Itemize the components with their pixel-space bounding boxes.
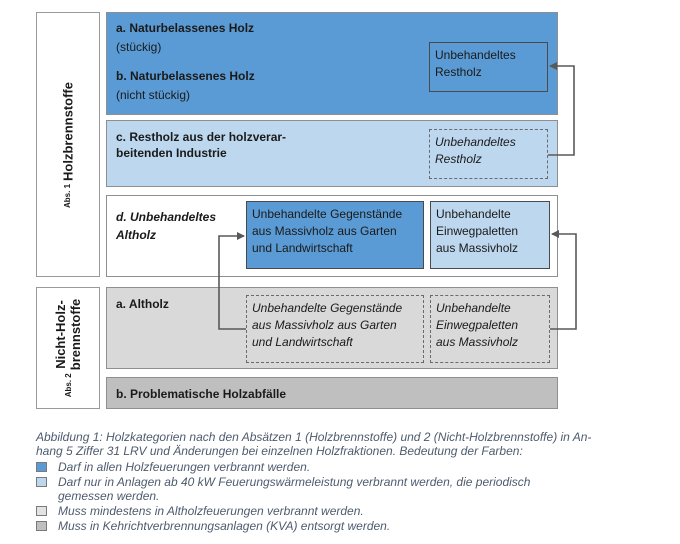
abs1-small-label: Abs. 1: [63, 183, 73, 208]
legend-text-light-blue-line2: gemessen werden.: [58, 489, 160, 503]
legend-item-dark-grey: [36, 519, 676, 533]
legend-text-light-grey: Muss mindestens in Altholzfeuerungen verbrannt werden.: [58, 504, 364, 518]
caption-line2: hang 5 Ziffer 31 LRV und Änderungen bei einzelnen Holzfraktionen. Bedeutung der Farben:: [36, 444, 523, 458]
row1-box-line1: Unbehandeltes: [435, 48, 516, 62]
row3-box1-line3: und Landwirtschaft: [252, 241, 353, 255]
row1-b-title: b. Naturbelassenes Holz: [116, 69, 255, 83]
legend-swatch-dark-grey: [36, 521, 47, 531]
legend-text-light-blue: [58, 475, 658, 503]
row2-c-line2: beitenden Industrie: [116, 146, 227, 160]
row3-box2-line1: Unbehandelte: [436, 207, 511, 221]
legend-swatch-light-blue: [36, 477, 47, 487]
row1-box-line2: Restholz: [435, 65, 482, 79]
caption-line1: Abbildung 1: Holzkategorien nach den Absätzen 1 (Holzbrennstoffe) und 2 (Nicht-Holzbrennstoffe) in An-: [36, 430, 592, 444]
abs2-title-line2: brennstoffe: [68, 298, 83, 371]
legend-text-dark-blue: Darf in allen Holzfeuerungen verbrannt werden.: [58, 460, 311, 474]
abs2-title-line1: Nicht-Holz-: [53, 300, 68, 369]
arrow-einwegpaletten: [550, 234, 576, 329]
legend-item-dark-blue: [36, 460, 676, 474]
abs2-small-label: Abs. 2: [63, 373, 73, 398]
row1-b-subtitle: (nicht stückig): [116, 88, 191, 102]
legend-text-dark-grey: Muss in Kehrichtverbrennungsanlagen (KVA) entsorgt werden.: [58, 519, 391, 533]
row2-c-line1: c. Restholz aus der holzverar-: [116, 130, 287, 144]
legend-item-light-grey: [36, 504, 676, 518]
legend-swatch-dark-blue: [36, 462, 47, 472]
row3-d-line2: Altholz: [116, 228, 156, 242]
arrow-gegenstaende: [219, 236, 246, 329]
row3-box1-line1: Unbehandelte Gegenstände: [252, 207, 403, 221]
row1-a-subtitle: (stückig): [116, 40, 162, 54]
row3-box1-line2: aus Massivholz aus Garten: [252, 224, 397, 238]
row4-box1-line1: Unbehandelte Gegenstände: [252, 301, 403, 315]
row2-box-line1: Unbehandeltes: [435, 135, 516, 149]
legend-item-light-blue: [36, 475, 676, 503]
row4-box2-line3: aus Massivholz: [436, 335, 519, 349]
row1-a-title: a. Naturbelassenes Holz: [116, 21, 255, 35]
row4-a-title: a. Altholz: [116, 297, 169, 311]
row2-box-line2: Restholz: [435, 152, 482, 166]
legend-swatch-light-grey: [36, 506, 47, 516]
legend-text-light-blue-line1: Darf nur in Anlagen ab 40 kW Feuerungswärmeleistung verbrannt werden, die periodisch: [58, 475, 531, 489]
row4-box2-line1: Unbehandelte: [436, 301, 511, 315]
row4-box1-line2: aus Massivholz aus Garten: [252, 318, 397, 332]
row3-box2-line2: Einwegpaletten: [436, 224, 519, 238]
row4-box2-line2: Einwegpaletten: [436, 318, 519, 332]
figure-caption: [36, 430, 676, 458]
row3-d-line1: d. Unbehandeltes: [116, 210, 217, 224]
abs1-title: Holzbrennstoffe: [60, 81, 76, 181]
row5-b-title: b. Problematische Holzabfälle: [116, 387, 287, 401]
arrow-restholz: [548, 66, 574, 155]
row3-box2-line3: aus Massivholz: [436, 241, 519, 255]
row4-box1-line3: und Landwirtschaft: [252, 335, 353, 349]
